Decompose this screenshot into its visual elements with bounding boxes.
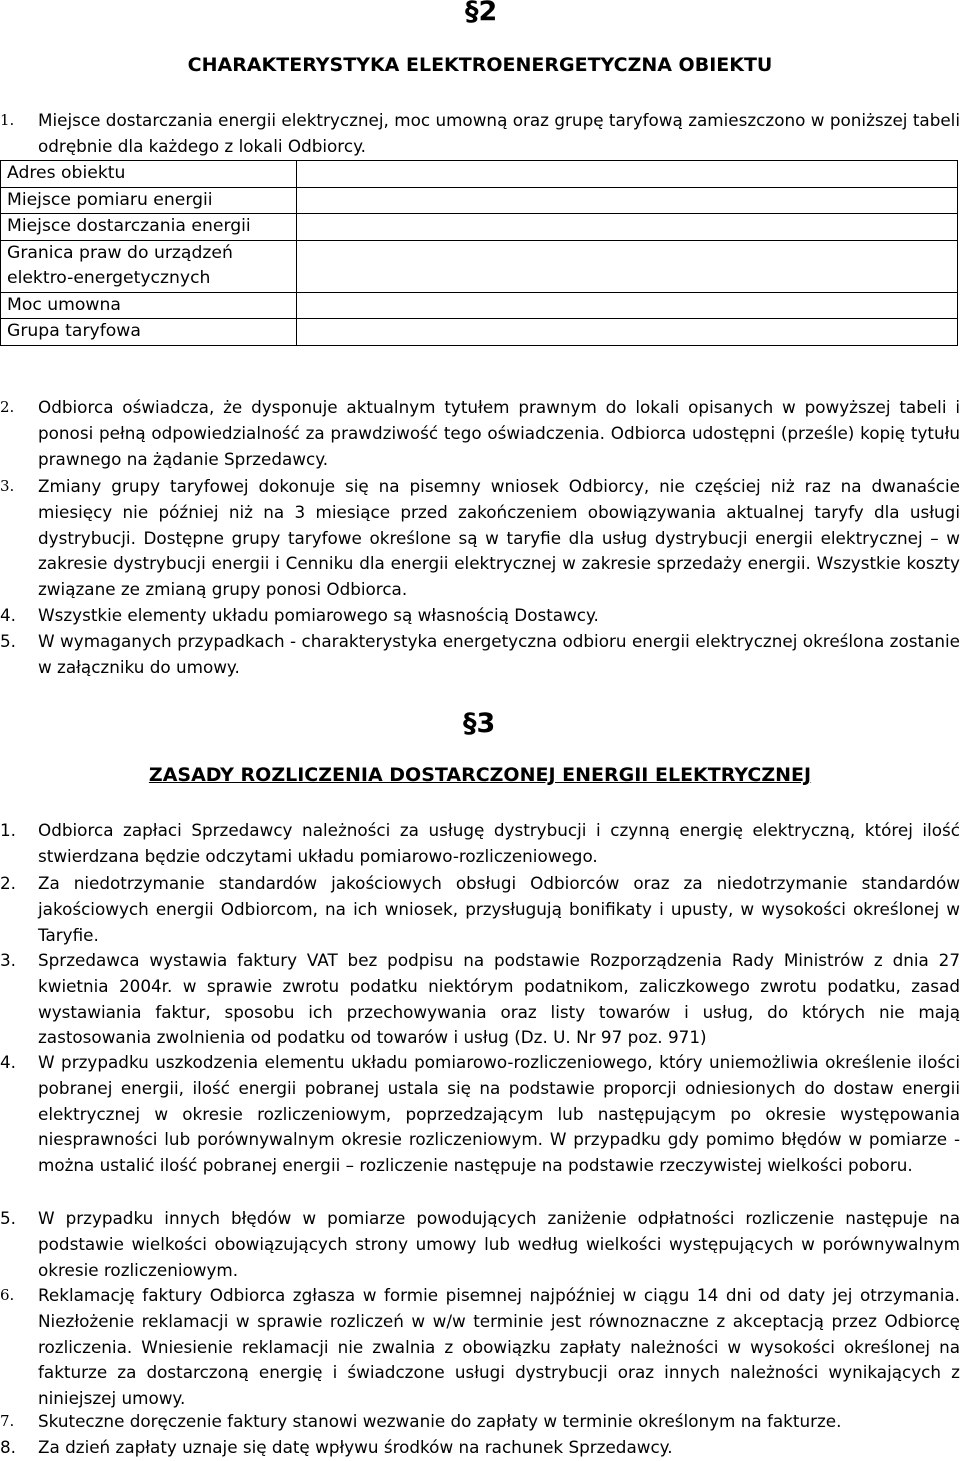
table-label-cell: Adres obiektu <box>1 161 297 188</box>
section-2-title: CHARAKTERYSTYKA ELEKTROENERGETYCZNA OBIEKTU <box>187 54 773 76</box>
item-number: 3. <box>0 477 15 495</box>
item-text: Reklamację faktury Odbiorca zgłasza w formie pisemnej najpóźniej w ciągu 14 dni od daty jej otrzymania. Niezłożenie reklamacji w sprawie rozliczeń w w/w terminie jest równoznaczne z akceptacją przez Odbiorcę rozliczenia. Wniesienie reklamacji nie zwalnia z obowiązku zapłaty należności w wysokości określonej na fakturze za dostarczoną energię i świadczone usługi dystrybucji oraz innych należności wynikających z niniejszej umowy. <box>38 1285 960 1409</box>
section-3-item-6 <box>0 1283 960 1412</box>
item-text: W wymaganych przypadkach - charakterystyka energetyczna odbioru energii elektrycznej określona zostanie w załączniku do umowy. <box>38 631 960 677</box>
item-number: 8. <box>0 1437 17 1457</box>
table-value-cell <box>297 319 958 346</box>
item-number: 6. <box>0 1286 15 1304</box>
section-2-item-1 <box>0 108 960 160</box>
item-text: Zmiany grupy taryfowej dokonuje się na pisemny wniosek Odbiorcy, nie częściej niż raz na dwanaście miesięcy nie później niż na 3 miesiące przed zakończeniem obowiązywania aktualnej taryfy dla usługi dystrybucji. Dostępne grupy taryfowe określone są w taryfie dla usług dystrybucji energii elektrycznej – w zakresie dystrybucji energii i Cenniku dla energii elektrycznej w zakresie sprzedaży energii. Wszystkie koszty związane ze zmianą grupy ponosi Odbiorca. <box>38 476 960 600</box>
table-label-cell: Granica praw do urządzeń elektro-energetycznych <box>1 240 297 292</box>
table-row <box>1 292 958 319</box>
item-text: Wszystkie elementy układu pomiarowego są własnością Dostawcy. <box>38 605 599 625</box>
section-2-item-4 <box>0 603 960 629</box>
section-3-mark: §3 <box>463 708 496 739</box>
section-3-item-7 <box>0 1409 960 1435</box>
table-row <box>1 187 958 214</box>
item-number: 1. <box>0 820 17 840</box>
section-2-item-5 <box>0 629 960 681</box>
table-row <box>1 214 958 241</box>
table-value-cell <box>297 214 958 241</box>
table-value-cell <box>297 187 958 214</box>
section-3-item-2 <box>0 871 960 948</box>
section-3-item-1 <box>0 818 960 870</box>
item-number: 1. <box>0 111 15 129</box>
section-3-item-8 <box>0 1435 960 1461</box>
table-value-cell <box>297 240 958 292</box>
section-3-title: ZASADY ROZLICZENIA DOSTARCZONEJ ENERGII ELEKTRYCZNEJ <box>148 764 812 786</box>
item-number: 7. <box>0 1412 15 1430</box>
item-text: Za dzień zapłaty uznaje się datę wpływu środków na rachunek Sprzedawcy. <box>38 1437 673 1457</box>
item-text: Odbiorca oświadcza, że dysponuje aktualnym tytułem prawnym do lokali opisanych w powyższej tabeli i ponosi pełną odpowiedzialność za prawdziwość tego oświadczenia. Odbiorca udostępni (prześle) kopię tytułu prawnego na żądanie Sprzedawcy. <box>38 397 960 469</box>
section-3-item-5 <box>0 1206 960 1283</box>
item-text: Za niedotrzymanie standardów jakościowych obsługi Odbiorców oraz za niedotrzymanie standardów jakościowych energii Odbiorcom, na ich wniosek, przysługują bonifikaty i upusty, w wysokości określonej w Taryfie. <box>38 873 960 945</box>
item-text: W przypadku innych błędów w pomiarze powodujących zaniżenie odpłatności rozliczenie następuje na podstawie wielkości obowiązujących strony umowy lub według wielkości występujących w porównywalnym okresie rozliczeniowym. <box>38 1208 960 1280</box>
table-row <box>1 240 958 292</box>
item-number: 3. <box>0 950 17 970</box>
item-number: 2. <box>0 398 15 416</box>
section-3-item-4 <box>0 1050 960 1179</box>
table-row <box>1 161 958 188</box>
section-2-mark: §2 <box>465 0 498 27</box>
table-label-cell: Miejsce pomiaru energii <box>1 187 297 214</box>
table-value-cell <box>297 292 958 319</box>
item-text: Miejsce dostarczania energii elektrycznej, moc umowną oraz grupę taryfową zamieszczono w poniższej tabeli odrębnie dla każdego z lokali Odbiorcy. <box>38 110 960 156</box>
item-text: Sprzedawca wystawia faktury VAT bez podpisu na podstawie Rozporządzenia Rady Ministrów z dnia 27 kwietnia 2004r. w sprawie zwrotu podatku niektórym podatnikom, zaliczkowego zwrotu podatku, zasad wystawiania faktur, sposobu ich przechowywania oraz listy towarów i usług, do których nie mają zastosowania zwolnienia od podatku od towarów i usług (Dz. U. Nr 97 poz. 971) <box>38 950 960 1048</box>
table-label-cell: Moc umowna <box>1 292 297 319</box>
table-label-cell: Grupa taryfowa <box>1 319 297 346</box>
item-number: 2. <box>0 873 17 893</box>
item-text: W przypadku uszkodzenia elementu układu pomiarowo-rozliczeniowego, który uniemożliwia określenie ilości pobranej energii, ilość energii pobranej ustala się na podstawie proporcji odniesionych do dostaw energii elektrycznej w okresie rozliczeniowym, poprzedzającym lub następującym po okresie występowania niesprawności lub porównywalnym okresie rozliczeniowym. W przypadku gdy pomimo błędów w pomiarze - można ustalić ilość pobranej energii – rozliczenie następuje na podstawie rzeczywistej wielkości poboru. <box>38 1052 960 1176</box>
item-number: 4. <box>0 605 17 625</box>
section-2-item-3 <box>0 474 960 603</box>
table-label-cell: Miejsce dostarczania energii <box>1 214 297 241</box>
table-row <box>1 319 958 346</box>
section-2-item-2 <box>0 395 960 472</box>
section-3-item-3 <box>0 948 960 1051</box>
item-number: 4. <box>0 1052 17 1072</box>
item-number: 5. <box>0 631 17 651</box>
table-value-cell <box>297 161 958 188</box>
object-info-table <box>0 160 958 346</box>
item-text: Odbiorca zapłaci Sprzedawcy należności za usługę dystrybucji i czynną energię elektryczną, której ilość stwierdzana będzie odczytami układu pomiarowo-rozliczeniowego. <box>38 820 960 866</box>
item-number: 5. <box>0 1208 17 1228</box>
item-text: Skuteczne doręczenie faktury stanowi wezwanie do zapłaty w terminie określonym na fakturze. <box>38 1411 842 1431</box>
